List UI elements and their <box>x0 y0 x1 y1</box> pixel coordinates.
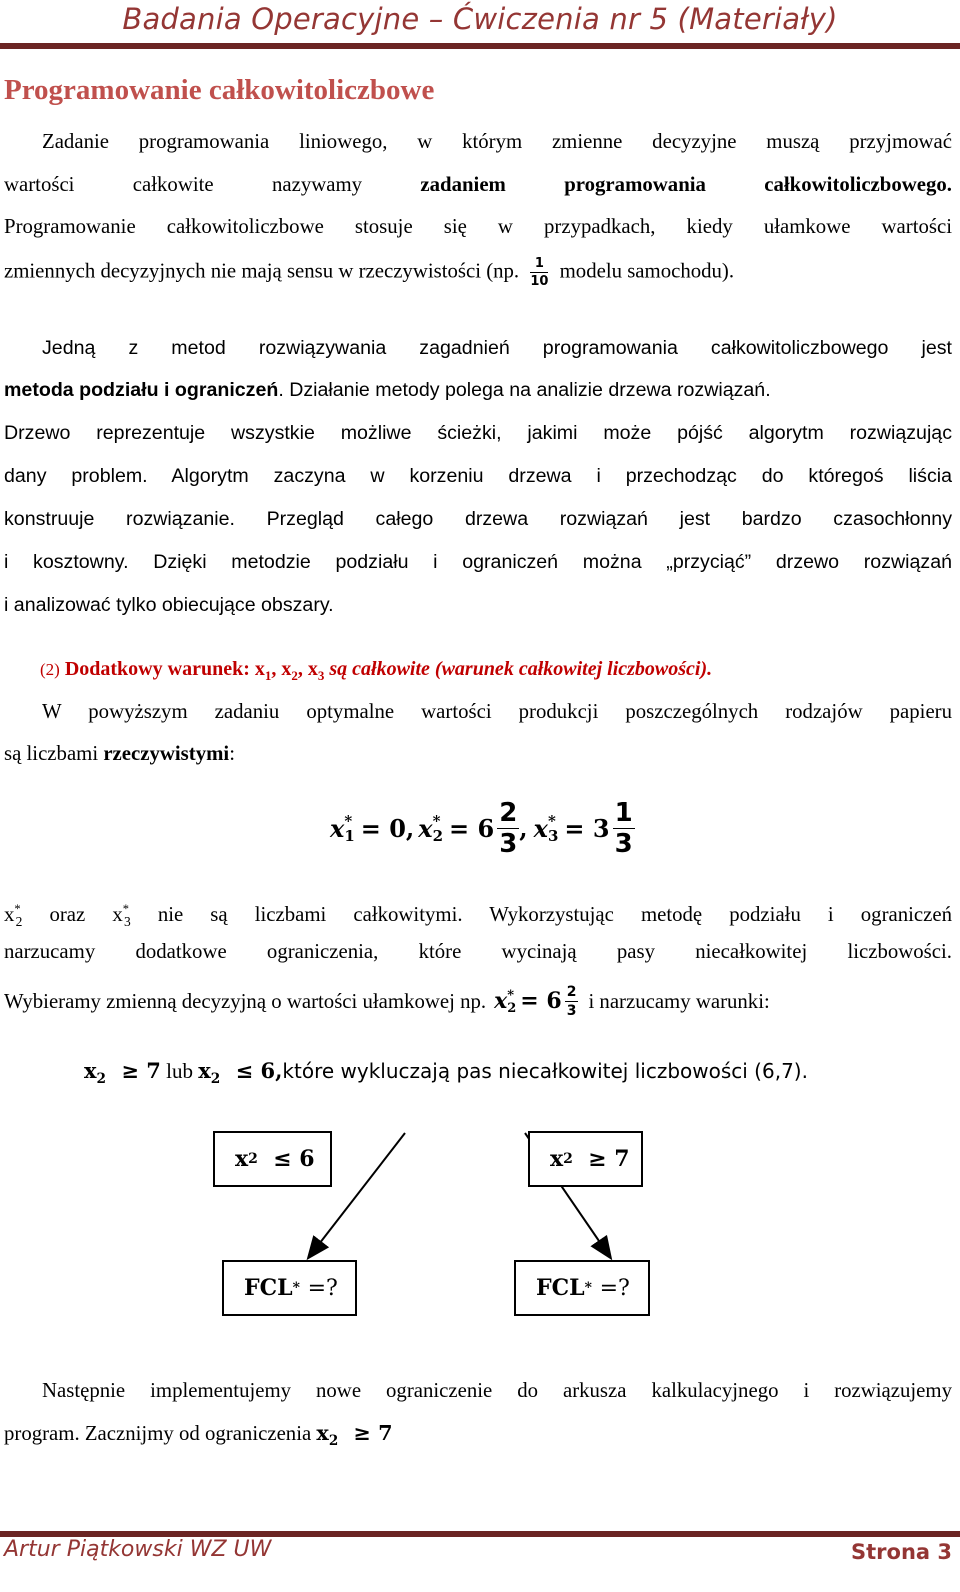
var-x2: x <box>418 814 433 843</box>
var-x1: x <box>330 814 345 843</box>
node-right-top: x 2 ≥ 7 <box>528 1131 643 1187</box>
p4-x2: $x^*_2$ <box>4 902 23 930</box>
p3-term-bold: rzeczywistymi <box>103 742 230 765</box>
p2-line-3: Drzewo reprezentuje wszystkie możliwe ścieżki, jakimi może pójść algorytm rozwiązując <box>4 422 952 444</box>
comma: , <box>519 814 528 843</box>
p1-line-2-text: wartości całkowite nazywamy <box>4 173 363 196</box>
fraction-denominator: 10 <box>530 274 549 289</box>
fraction-x3-num: 1 <box>614 798 633 828</box>
p2-line-7: i analizować tylko obiecujące obszary. <box>4 594 334 616</box>
node-left-bottom: FCL * =? <box>222 1260 357 1316</box>
header-rule <box>0 43 960 49</box>
branch-a: $x_2 \ge 7$ <box>84 1058 161 1088</box>
value-x2: = 6 <box>449 814 495 843</box>
p5-line-2 <box>4 1421 952 1453</box>
p2-line-2 <box>4 378 952 402</box>
p1-line-4 <box>4 257 952 288</box>
section-heading: Programowanie całkowitoliczbowe <box>4 74 435 106</box>
star-1: * <box>344 811 353 830</box>
footer-author: Artur Piątkowski WZ UW <box>4 1537 272 1562</box>
condition-number: (2) <box>40 660 60 679</box>
node-right-bottom: FCL * =? <box>514 1260 650 1316</box>
p4-line-1-text: nie są liczbami całkowitymi. Wykorzystując metodę podziału i ograniczeń <box>157 902 952 926</box>
branch-rest: które wykluczają pas niecałkowitej liczbowości (6,7). <box>282 1059 808 1083</box>
p4-line-3-text: Wybieramy zmienną decyzyjną o wartości ułamkowej np. <box>4 989 487 1013</box>
p2-line-6: i kosztowny. Dzięki metodzie podziału i ograniczeń można „przyciąć” drzewo rozwiązań <box>4 551 952 573</box>
p1-line-4-text: zmiennych decyzyjnych nie mają sensu w rzeczywistości (np. <box>4 259 520 283</box>
star-3: * <box>547 811 556 830</box>
p4-line-1 <box>4 897 952 934</box>
p2-line-1: Jedną z metod rozwiązywania zagadnień programowania całkowitoliczbowego jest <box>42 337 952 359</box>
fraction-x3-den: 3 <box>614 829 633 859</box>
p3-line-2 <box>4 742 952 766</box>
p1-line-3: Programowanie całkowitoliczbowe stosuje się w przypadkach, kiedy ułamkowe wartości <box>4 215 952 238</box>
p3-colon: : <box>229 742 235 765</box>
branch-b: $x_2 \le 6$, <box>198 1058 283 1088</box>
condition-line <box>40 657 960 688</box>
p1-line-1: Zadanie programowania liniowego, w którym zmienne decyzyjne muszą przyjmować <box>42 130 952 153</box>
value-x3: = 3 <box>564 814 610 843</box>
p3-line-1: W powyższym zadaniu optymalne wartości produkcji poszczególnych rodzajów papieru <box>42 700 952 723</box>
sub-1: 1 <box>344 826 355 845</box>
p4-line-3 <box>4 985 952 1018</box>
p5-inline-math: $x_2 \ge 7$ <box>316 1420 393 1450</box>
var-x3: x <box>533 814 548 843</box>
p5-line-2-text: program. Zacznijmy od ograniczenia <box>4 1422 312 1445</box>
p4-x3: oraz $x^*_3$ <box>49 902 131 930</box>
p2-line-4: dany problem. Algorytm zaczyna w korzeniu drzewa i przechodząc do któregoś liścia <box>4 465 952 487</box>
fraction-one-tenth <box>530 257 548 288</box>
p5-line-1: Następnie implementujemy nowe ograniczenie do arkusza kalkulacyjnego i rozwiązujemy <box>42 1379 952 1402</box>
branch-diagram <box>0 1120 960 1330</box>
sub-3: 3 <box>547 826 559 845</box>
node-left-top: x 2 ≤ 6 <box>213 1131 332 1187</box>
p1-term-bold: zadaniem programowania całkowitoliczbowego. <box>420 173 953 196</box>
branch-conditions-line <box>84 1058 808 1087</box>
p3-line-2-text: są liczbami <box>4 742 99 765</box>
fraction-x2-den: 3 <box>499 829 518 859</box>
p4-line-3-end: i narzucamy warunki: <box>588 989 770 1013</box>
p1-line-4-end: modelu samochodu). <box>559 259 735 283</box>
p1-line-2 <box>4 173 952 197</box>
p2-line-2-text: . Działanie metody polega na analizie drzewa rozwiązań. <box>278 379 771 401</box>
footer-page-number: Strona 3 <box>851 1540 952 1564</box>
fraction-numerator: 1 <box>530 257 548 273</box>
sub-2: 2 <box>432 826 444 845</box>
value-x1: = 0, <box>360 814 415 843</box>
p2-term-bold: metoda podziału i ograniczeń <box>4 379 279 401</box>
fraction-x3 <box>613 800 635 857</box>
condition-label: Dodatkowy warunek: $x_1$, $x_2$, $x_3$ są całkowite (warunek całkowitej liczbowości). <box>64 658 713 683</box>
p2-line-5: konstruuje rozwiązanie. Przegląd całego drzewa rozwiązań jest bardzo czasochłonny <box>4 508 952 530</box>
branch-or: lub <box>166 1059 193 1083</box>
p4-line-2: narzucamy dodatkowe ograniczenia, które wycinają pasy niecałkowitej liczbowości. <box>4 940 952 963</box>
p4-fraction: $\frac{2}{3}$ <box>566 984 577 1019</box>
solution-equation <box>330 800 635 857</box>
page-header-title: Badania Operacyjne – Ćwiczenia nr 5 (Materiały) <box>122 2 838 36</box>
fraction-x2 <box>497 800 519 857</box>
p4-inline-math: x * 2 = 6 <box>494 987 562 1016</box>
star-2: * <box>432 811 441 830</box>
fraction-x2-num: 2 <box>499 798 518 828</box>
